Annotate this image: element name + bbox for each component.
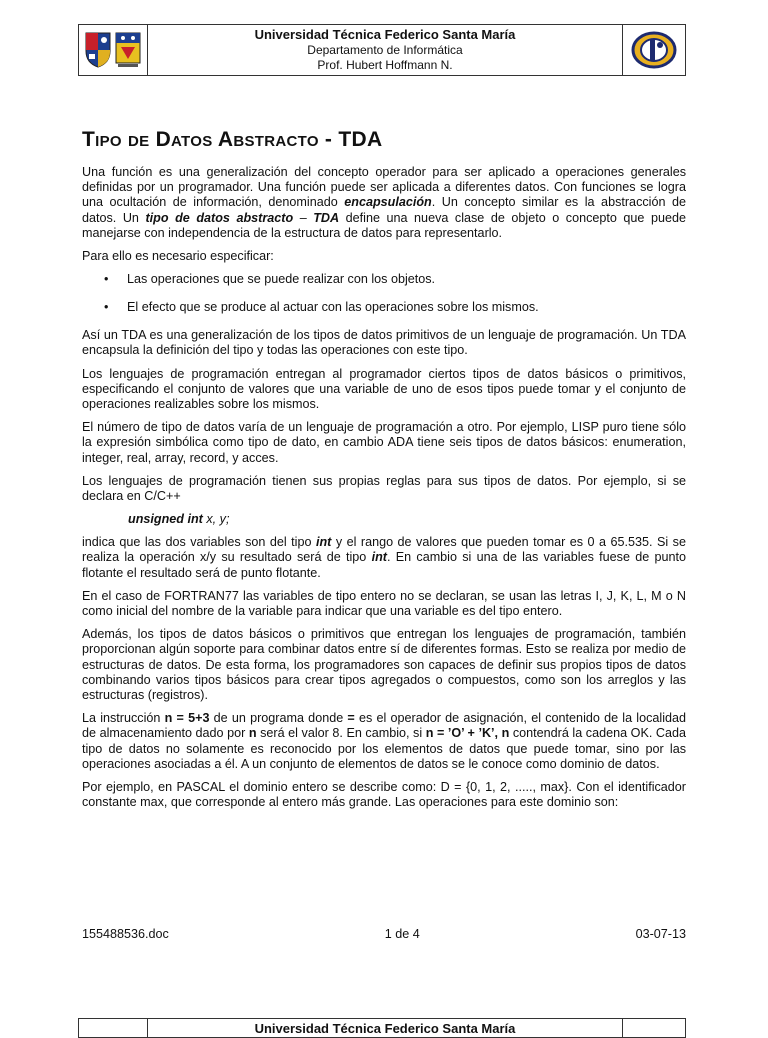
paragraph-data-types: El número de tipo de datos varía de un lenguaje de programación a otro. Por ejemplo, LISP puro tiene sólo la expresión simbólica como tipo de dato, en cambio ADA tiene seis tipos de datos básicos: enumeration, integer, real, array, record, y acces. [82,420,686,465]
header-logo-cell [79,25,148,75]
header-professor: Prof. Hubert Hoffmann N. [317,58,453,72]
paragraph-rules: Los lenguajes de programación tienen sus propias reglas para sus tipos de datos. Por ejemplo, si se declara en C/C++ [82,473,686,504]
paragraph-intro: Una función es una generalización del concepto operador para ser aplicado a operaciones generales definidas por un programador. Una función puede ser aplicada a diferentes datos. Con funciones se logra una ocultación de información, denominado encapsulación. Un concepto similar es la abstracción de datos. Un tipo de datos abstracto – TDA define una nueva clase de objeto o concepto que puede manejarse con independencia de la estructura de datos para representarlo. [82,165,686,240]
paragraph-languages: Los lenguajes de programación entregan al programador ciertos tipos de datos básicos o primitivos, especificando el conjunto de valores que una variable de uno de esos tipos puede tomar y el conjunto de operaciones realizables sobre los mismos. [82,366,686,412]
paragraph-structures: Además, los tipos de datos básicos o primitivos que entregan los lenguajes de programación, también proporcionan algún soporte para combinar datos entre sí de diferentes formas. Esto se realiza por medio de estructuras de datos. De esta forma, los programadores son capaces de definir sus propios tipos de datos combinando varios tipos básicos para crear tipos agregados o compuestos, como son los arreglos y las estructuras (registros). [82,627,686,703]
paragraph-fortran: En el caso de FORTRAN77 las variables de tipo entero no se declaran, se usan las letras I, J, K, L, M o N como inicial del nombre de la variable para indicar que una variable es del tipo entero. [82,588,686,619]
list-item: • El efecto que se produce al actuar con las operaciones sobre los mismos. [104,300,539,315]
paragraph-tda: Así un TDA es una generalización de los tipos de datos primitivos de un lenguaje de programación. Un TDA encapsula la definición del tipo y todas las operaciones con este tipo. [82,328,686,358]
bullet-icon: • [104,272,109,287]
header-text-cell [148,25,622,75]
header-right-logo-cell [622,25,685,75]
header-department: Departamento de Informática [307,43,463,57]
next-page-header [78,1018,686,1038]
paragraph-specify: Para ello es necesario especificar: [82,249,274,264]
bullet-icon: • [104,300,109,315]
paragraph-instruction: La instrucción n = 5+3 de un programa donde = es el operador de asignación, el contenido de la localidad de almacenamiento dado por n será el valor 8. En cambio, si n = ’O’ + ’K’, n contendrá la cadena OK. Cada tipo de datos no solamente es reconocido por los elementos de datos que puede tomar, sino por las operaciones asociadas a él. A un conjunto de elementos de datos se le conoce como dominio de datos. [82,711,687,771]
document-title: Tipo de Datos Abstracto - TDA [82,128,383,151]
informatics-logo-icon [631,30,677,70]
next-header-logo-cell [79,1019,148,1037]
footer-filename: 155488536.doc [82,927,169,941]
list-item: • Las operaciones que se puede realizar con los objetos. [104,272,436,287]
paragraph-int-range: indica que las dos variables son del tipo int y el rango de valores que pueden tomar es 0 a 65.535. Si se realiza la operación x/y su resultado será de tipo int. En cambio si una de las variables fuese de punto flotante el resultado será de punto flotante. [82,535,687,580]
footer-date: 03-07-13 [635,927,686,941]
footer-page-number: 1 de 4 [384,927,420,941]
header-institution: Universidad Técnica Federico Santa María [254,27,516,42]
next-header-right-cell [622,1019,685,1037]
university-crest-icon [84,31,112,69]
bullet-list [82,272,686,315]
department-crest-icon [114,31,142,69]
code-example: unsigned int x, y; [128,512,230,527]
document-body [82,165,686,819]
next-header-institution: Universidad Técnica Federico Santa María [254,1021,516,1036]
page-footer [82,927,686,941]
paragraph-pascal: Por ejemplo, en PASCAL el dominio entero se describe como: D = {0, 1, 2, ....., max}. Con el identificador constante max, que corresponde al entero más grande. Las operaciones para este dominio son: [82,780,686,810]
page-header [78,24,686,76]
